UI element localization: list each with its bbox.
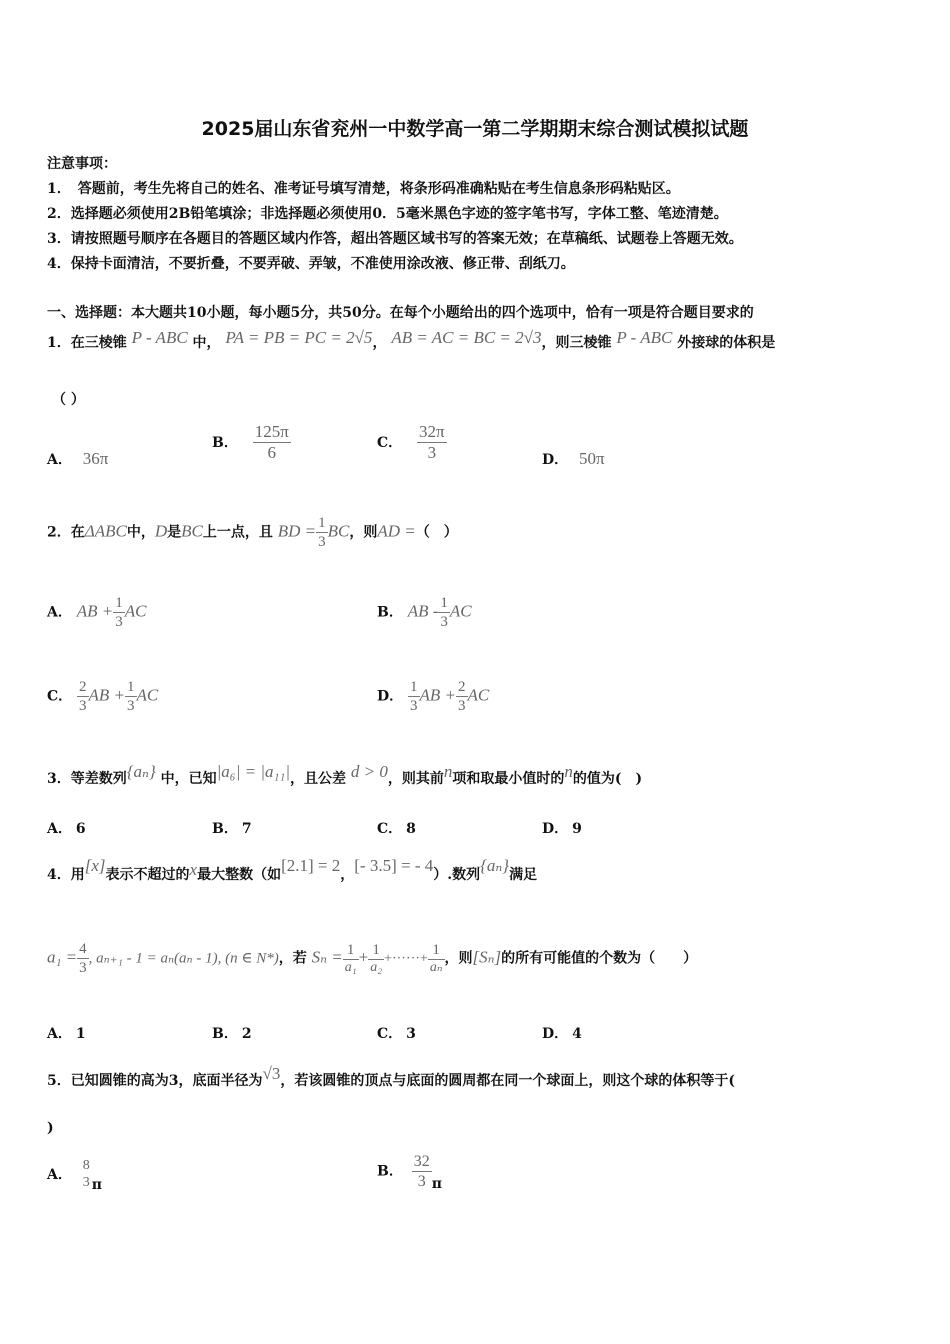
- option-label: A．: [47, 452, 72, 468]
- question-text: 等差数列: [70, 771, 127, 787]
- math: n: [443, 762, 453, 781]
- section-heading: 一、选择题：本大题共10小题，每小题5分，共50分。在每个小题给出的四个选项中，恰有一项是符合题目要求的: [47, 305, 754, 321]
- math: {aₙ}: [126, 762, 156, 781]
- fraction-denominator: 3: [79, 960, 87, 976]
- question-text: ，若该圆锥的顶点与底面的圆周都在同一个球面上，则这个球的体积等于(: [280, 1073, 735, 1089]
- option-c[interactable]: [47, 678, 158, 715]
- fraction-denominator: 3: [127, 698, 135, 714]
- question-text: 在三棱锥: [70, 335, 127, 351]
- fraction-numerator: 1: [368, 941, 384, 960]
- question-text: 的所有可能值的个数为（ ）: [501, 950, 698, 967]
- fraction-numerator: 1: [127, 679, 135, 695]
- fraction-numerator: 125π: [253, 422, 291, 443]
- option-value: 36π: [82, 449, 109, 468]
- option-a[interactable]: [47, 449, 108, 469]
- option-b[interactable]: [212, 1023, 252, 1043]
- question-text: 中，已知: [160, 771, 217, 787]
- option-label: B．: [212, 1026, 238, 1042]
- option-math: π: [91, 1176, 102, 1193]
- option-math: AC: [467, 685, 490, 705]
- fraction-numerator: 8: [82, 1158, 90, 1173]
- option-label: A．: [47, 604, 72, 621]
- question-text: 中，: [192, 335, 221, 351]
- math: x: [189, 860, 198, 879]
- fraction-numerator: 1: [428, 941, 445, 960]
- option-b[interactable]: [212, 422, 291, 464]
- math: d > 0: [350, 762, 388, 781]
- fraction-numerator: 1: [440, 595, 448, 611]
- math: [- 3.5] = - 4: [354, 856, 434, 875]
- question-text: ，则三棱锥: [541, 335, 612, 351]
- option-math: AB +: [76, 601, 114, 621]
- question-text: （ ）: [415, 524, 458, 541]
- option-label: D．: [377, 688, 404, 705]
- math: P - ABC: [616, 328, 673, 347]
- fraction-denominator: 6: [267, 443, 277, 463]
- option-a[interactable]: [47, 818, 86, 838]
- fraction-denominator: 3: [82, 1174, 90, 1190]
- option-label: A．: [47, 821, 72, 837]
- answer-paren: （ ）: [52, 392, 85, 408]
- question-text: ）.数列: [433, 867, 481, 883]
- question-text: 上一点，且: [202, 524, 273, 541]
- math: a₁ =: [47, 947, 78, 967]
- question-number: 3．: [47, 771, 71, 787]
- option-math: AC: [136, 685, 159, 705]
- math: n: [564, 762, 573, 781]
- fraction-denominator: 3: [427, 443, 437, 463]
- fraction-denominator: aₙ: [429, 959, 443, 975]
- math: BC: [181, 521, 203, 541]
- option-label: C．: [377, 1026, 403, 1042]
- question-text: 中，: [126, 524, 155, 541]
- option-label: D．: [542, 1026, 569, 1042]
- option-label: B．: [212, 821, 238, 837]
- option-a[interactable]: [47, 594, 146, 631]
- option-label: D．: [542, 452, 569, 468]
- math: ΔABC: [84, 521, 127, 541]
- math: D: [154, 521, 168, 541]
- question-5: [47, 1064, 735, 1090]
- option-d[interactable]: [542, 449, 605, 469]
- math: [x]: [84, 856, 106, 875]
- option-value: 6: [75, 821, 86, 837]
- question-text: 是: [167, 524, 182, 541]
- question-2: [47, 514, 458, 551]
- question-text: ，若: [278, 950, 307, 967]
- fraction-numerator: 1: [318, 515, 326, 531]
- question-text: 用: [70, 867, 85, 883]
- option-math: AB +: [419, 685, 457, 705]
- option-b[interactable]: [212, 818, 252, 838]
- option-label: D．: [542, 821, 569, 837]
- notice-item: 4．保持卡面清洁，不要折叠，不要弄破、弄皱，不准使用涂改液、修正带、刮纸刀。: [47, 256, 575, 272]
- fraction-denominator: 3: [318, 534, 326, 550]
- question-4: [47, 856, 538, 884]
- question-text: ，则: [444, 950, 473, 967]
- question-text: 已知圆锥的高为3，底面半径为: [70, 1073, 263, 1089]
- math: AB = AC = BC = 2√3: [391, 328, 542, 347]
- option-a[interactable]: [47, 1023, 86, 1043]
- math: Sₙ =: [311, 947, 343, 967]
- option-c[interactable]: [377, 1023, 416, 1043]
- option-value: 8: [406, 821, 416, 837]
- math: PA = PB = PC = 2√5: [225, 328, 373, 347]
- option-a[interactable]: [47, 1158, 102, 1192]
- math: AD =: [377, 521, 416, 541]
- fraction-denominator: 3: [115, 614, 123, 630]
- math: , aₙ₊₁ - 1 = aₙ(aₙ - 1), (n ∈ N*): [88, 950, 279, 967]
- fraction-numerator: 1: [343, 941, 359, 960]
- option-value: 7: [241, 821, 252, 837]
- question-1: [47, 328, 776, 352]
- option-value: 1: [75, 1026, 86, 1042]
- option-value: 50π: [579, 449, 605, 468]
- option-label: A．: [47, 1166, 72, 1183]
- fraction-numerator: 32π: [417, 422, 447, 443]
- option-value: 4: [572, 1026, 582, 1042]
- option-d[interactable]: [377, 678, 489, 715]
- fraction-denominator: 3: [410, 698, 418, 714]
- question-4-line2: [47, 940, 697, 977]
- option-b[interactable]: [377, 594, 472, 631]
- option-label: B．: [377, 1163, 403, 1180]
- question-text: ，: [340, 867, 355, 883]
- question-text: ，则: [349, 524, 378, 541]
- option-math: AC: [124, 601, 147, 621]
- question-text: ，且公差: [290, 771, 347, 787]
- option-label: C．: [47, 688, 73, 705]
- fraction-numerator: 4: [79, 941, 87, 957]
- fraction-numerator: 2: [79, 679, 87, 695]
- math: +······+: [384, 951, 428, 967]
- fraction-denominator: 3: [417, 1173, 426, 1191]
- notice-item: 2．选择题必须使用2B铅笔填涂；非选择题必须使用0．5毫米黑色字迹的签字笔书写，字体工整、笔迹清楚。: [47, 206, 728, 222]
- option-value: 2: [241, 1026, 252, 1042]
- option-math: π: [431, 1175, 442, 1192]
- math: √3: [262, 1064, 281, 1083]
- option-label: C．: [377, 821, 403, 837]
- question-text: 满足: [509, 867, 538, 883]
- option-value: 3: [406, 1026, 416, 1042]
- math: P - ABC: [131, 328, 188, 347]
- math: +: [358, 947, 369, 967]
- question-number: 1．: [47, 335, 71, 351]
- question-number: 2．: [47, 524, 71, 541]
- math: BD =: [277, 521, 317, 541]
- fraction-denominator: 3: [79, 698, 87, 714]
- question-3: [47, 762, 643, 788]
- question-text: 表示不超过的: [105, 867, 190, 883]
- option-d[interactable]: [542, 1023, 582, 1043]
- question-5-paren: ): [47, 1120, 54, 1136]
- option-label: A．: [47, 1026, 72, 1042]
- option-math: AC: [449, 601, 472, 621]
- option-b[interactable]: [377, 1152, 442, 1191]
- notice-item: 3．请按照题号顺序在各题目的答题区域内作答，超出答题区域书写的答案无效；在草稿纸、试题卷上答题无效。: [47, 231, 743, 247]
- option-c[interactable]: [377, 422, 447, 464]
- math: [Sₙ]: [472, 947, 502, 967]
- option-c[interactable]: [377, 818, 416, 838]
- fraction-denominator: a₁: [344, 959, 357, 975]
- question-number: 4．: [47, 867, 71, 883]
- notice-heading: 注意事项：: [47, 156, 117, 172]
- fraction-numerator: 1: [115, 595, 123, 611]
- question-text: ，: [372, 335, 387, 351]
- math: {aₙ}: [480, 856, 510, 875]
- page-title: 2025届山东省兖州一中数学高一第二学期期末综合测试模拟试题: [201, 118, 749, 140]
- fraction-numerator: 1: [410, 679, 418, 695]
- option-d[interactable]: [542, 818, 582, 838]
- fraction-denominator: 3: [458, 698, 466, 714]
- option-math: AB +: [88, 685, 126, 705]
- question-text: 在: [70, 524, 85, 541]
- fraction-denominator: 3: [440, 614, 448, 630]
- question-text: 项和取最小值时的: [452, 771, 565, 787]
- option-value: 9: [572, 821, 582, 837]
- option-label: C．: [377, 434, 403, 451]
- notice-item: 1． 答题前，考生先将自己的姓名、准考证号填写清楚，将条形码准确粘贴在考生信息条形码粘贴区。: [47, 181, 680, 197]
- fraction-numerator: 2: [458, 679, 466, 695]
- question-text: ，则其前: [387, 771, 444, 787]
- question-text: 最大整数（如: [197, 867, 282, 883]
- option-label: B．: [212, 434, 238, 451]
- question-text: 的值为( ): [572, 771, 643, 787]
- math: BC: [327, 521, 350, 541]
- math: [2.1] = 2: [281, 856, 341, 875]
- question-text: 外接球的体积是: [677, 335, 776, 351]
- option-label: B．: [377, 604, 403, 621]
- fraction-denominator: a₂: [370, 959, 383, 975]
- math: |a₆| = |a₁₁|: [216, 762, 291, 781]
- question-number: 5．: [47, 1073, 71, 1089]
- option-math: AB -: [407, 601, 439, 621]
- fraction-numerator: 32: [412, 1152, 432, 1172]
